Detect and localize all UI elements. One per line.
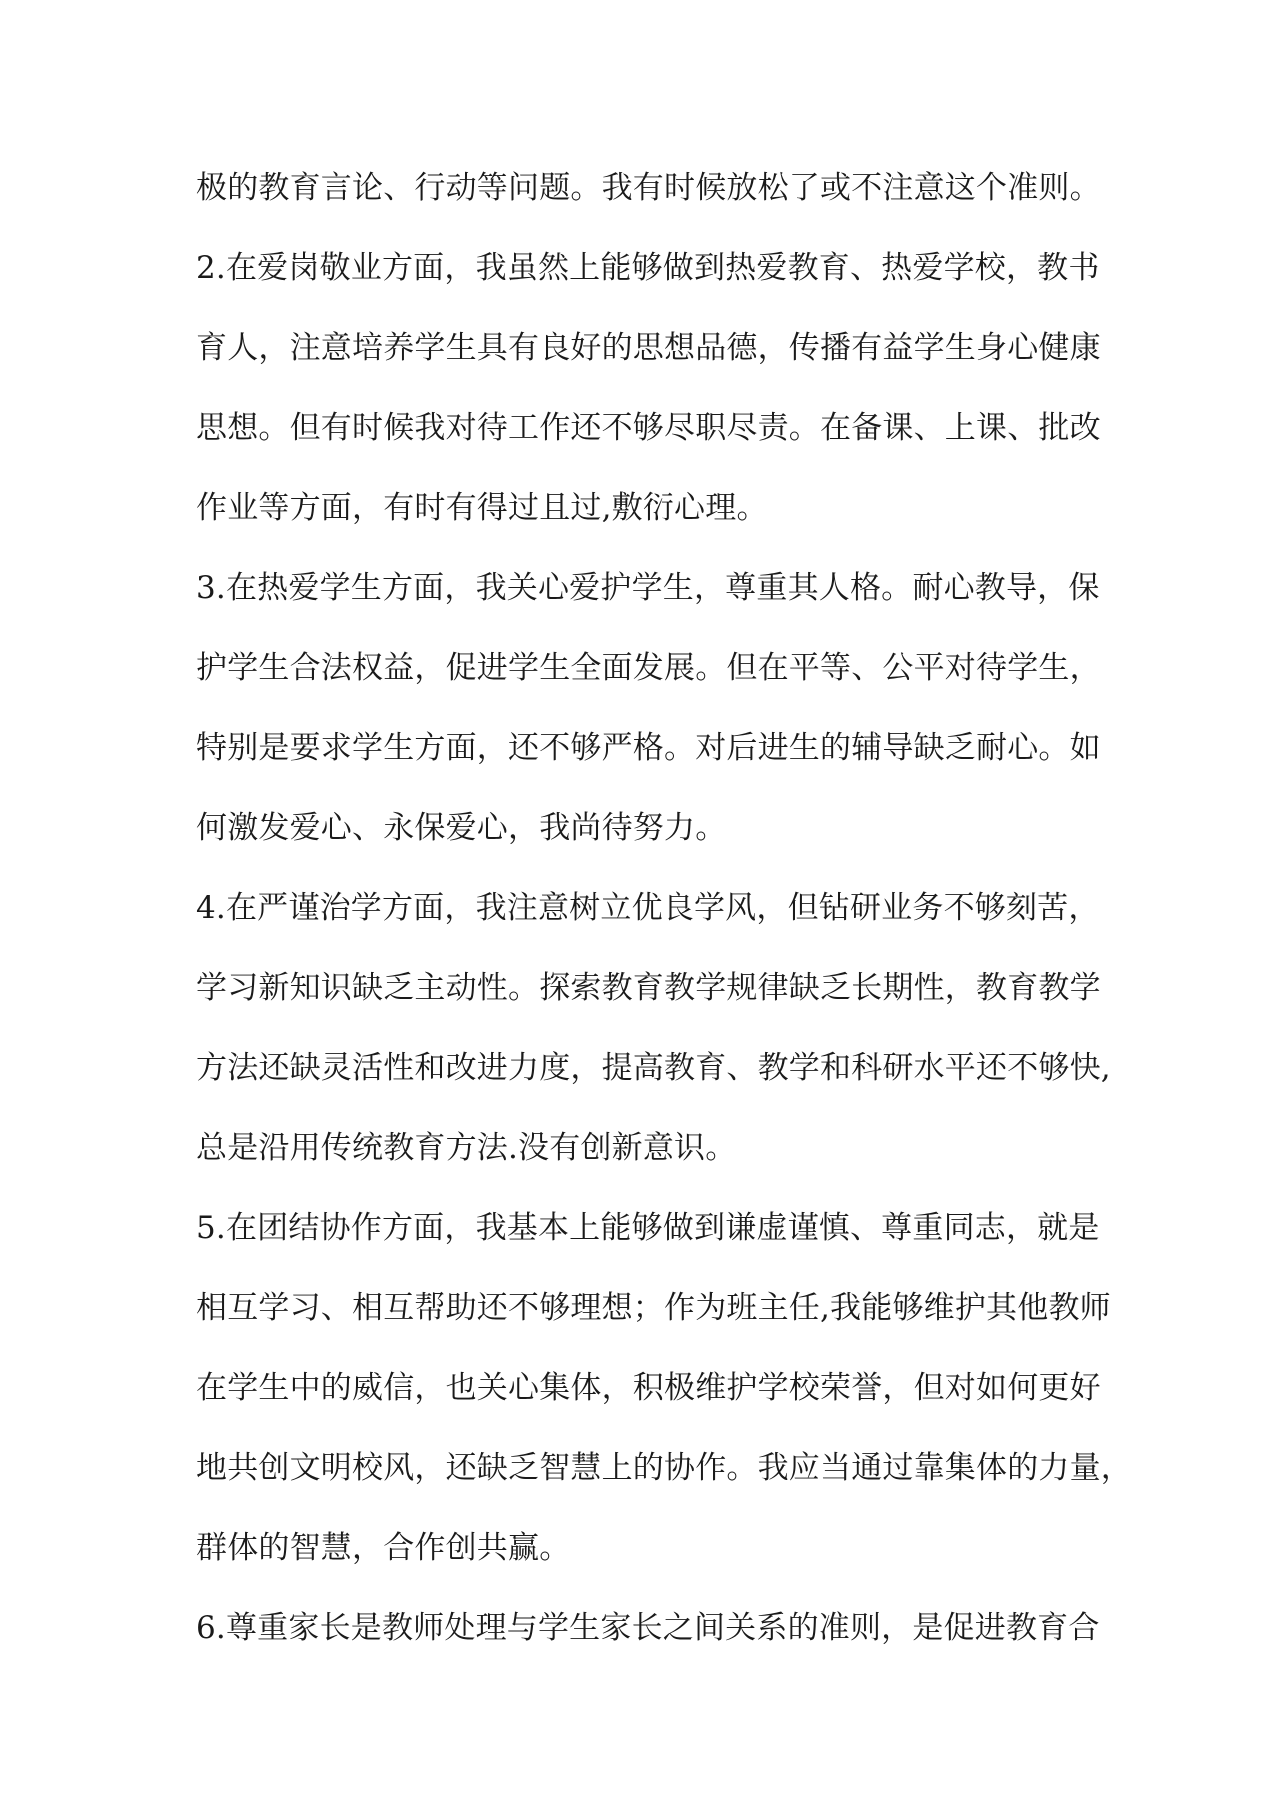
text-line: 学习新知识缺乏主动性。探索教育教学规律缺乏长期性，教育教学: [196, 970, 1101, 1006]
text-line: 5.在团结协作方面，我基本上能够做到谦虚谨慎、尊重同志，就是: [196, 1210, 1100, 1246]
text-line: 护学生合法权益，促进学生全面发展。但在平等、公平对待学生，: [196, 650, 1101, 686]
text-line: 6.尊重家长是教师处理与学生家长之间关系的准则，是促进教育合: [196, 1610, 1100, 1646]
text-line: 4.在严谨治学方面，我注意树立优良学风，但钻研业务不够刻苦，: [196, 890, 1100, 926]
text-line: 何激发爱心、永保爱心，我尚待努力。: [196, 810, 727, 846]
document-body: [196, 148, 1132, 1668]
text-line: 作业等方面，有时有得过且过,敷衍心理。: [196, 490, 768, 526]
text-line: 地共创文明校风，还缺乏智慧上的协作。我应当通过靠集体的力量，: [196, 1450, 1132, 1486]
text-line: 思想。但有时候我对待工作还不够尽职尽责。在备课、上课、批改: [196, 410, 1101, 446]
text-line: 2.在爱岗敬业方面，我虽然上能够做到热爱教育、热爱学校，教书: [196, 250, 1100, 286]
text-line: 方法还缺灵活性和改进力度，提高教育、教学和科研水平还不够快,: [196, 1050, 1111, 1086]
text-line: 特别是要求学生方面，还不够严格。对后进生的辅导缺乏耐心。如: [196, 730, 1101, 766]
text-line: 育人，注意培养学生具有良好的思想品德，传播有益学生身心健康: [196, 330, 1101, 366]
text-line: 总是沿用传统教育方法.没有创新意识。: [196, 1130, 737, 1166]
text-line: 极的教育言论、行动等问题。我有时候放松了或不注意这个准则。: [196, 170, 1101, 206]
text-line: 3.在热爱学生方面，我关心爱护学生，尊重其人格。耐心教导，保: [196, 570, 1100, 606]
text-line: 在学生中的威信，也关心集体，积极维护学校荣誉，但对如何更好: [196, 1370, 1101, 1406]
text-line: 群体的智慧，合作创共赢。: [196, 1530, 571, 1566]
text-line: 相互学习、相互帮助还不够理想；作为班主任,我能够维护其他教师: [196, 1290, 1111, 1326]
